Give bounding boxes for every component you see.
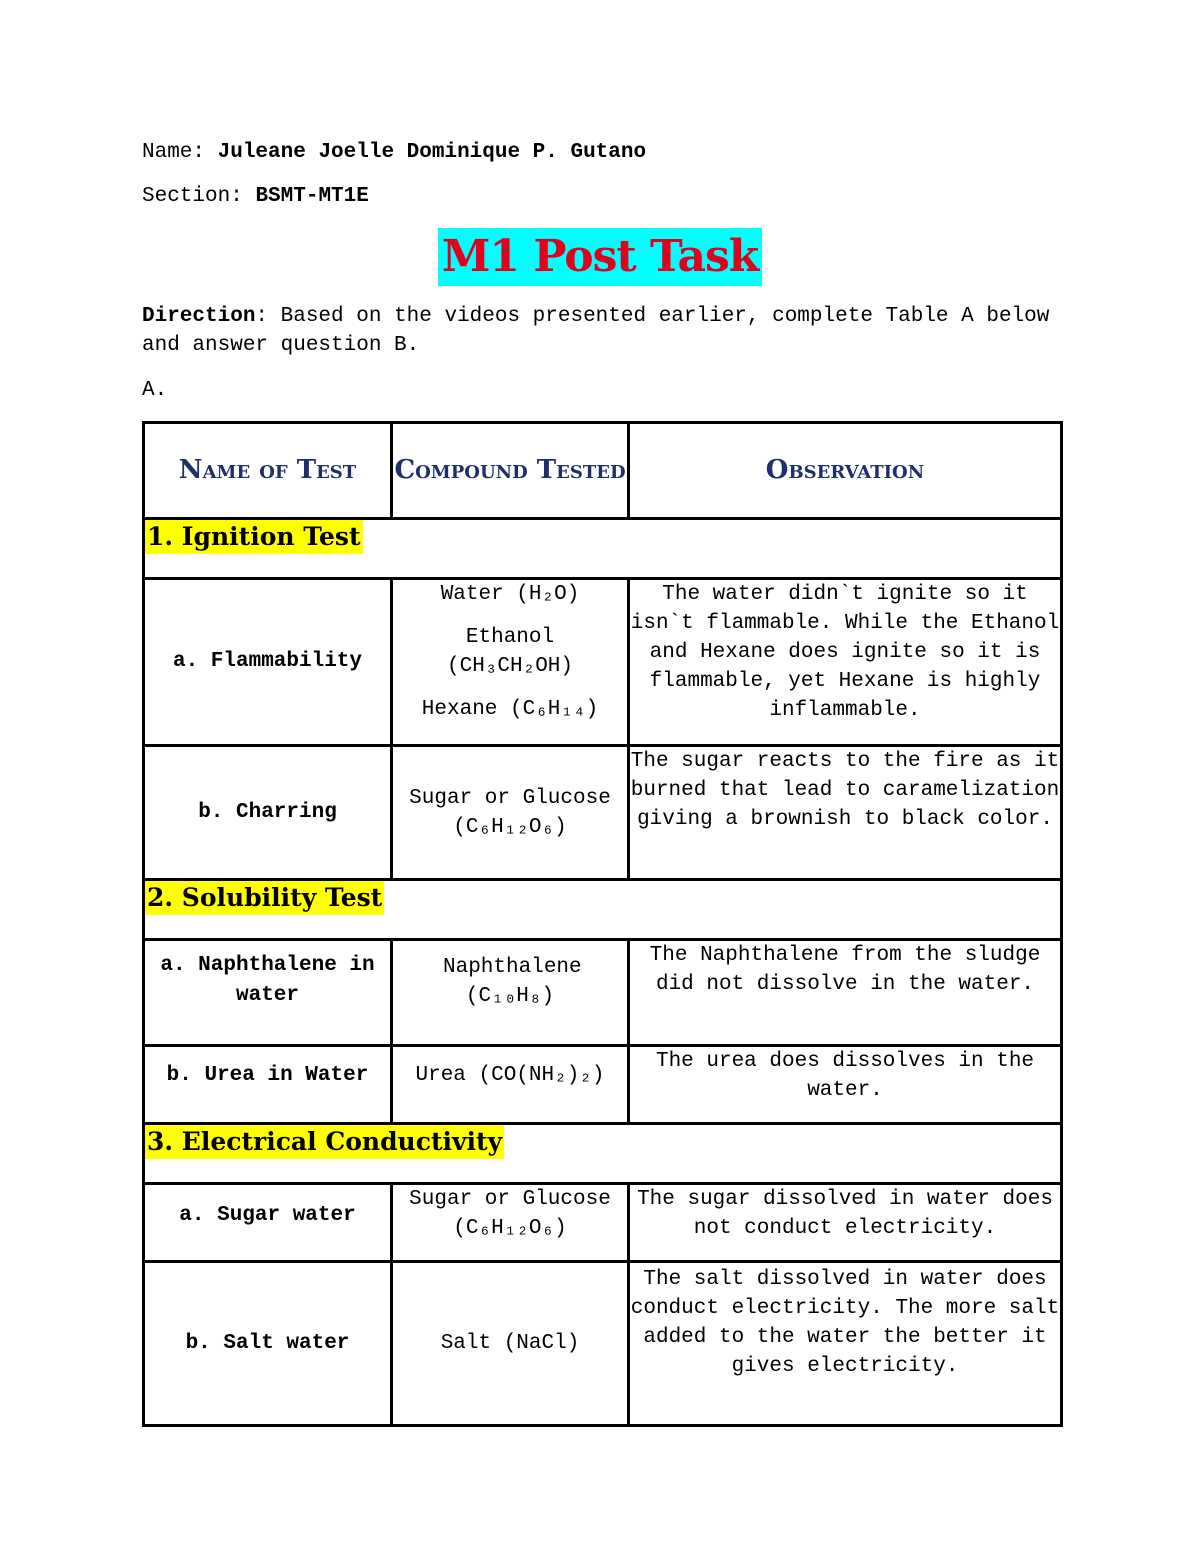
part-a-label: A. (142, 379, 168, 402)
name-label: Name: (142, 141, 206, 164)
title-wrapper (0, 228, 1200, 286)
student-name: Juleane Joelle Dominique P. Gutano (217, 141, 647, 164)
observation-cell: The sugar reacts to the fire as it burned that lead to caramelization giving a brownish to black color. (629, 746, 1062, 880)
test-name: a. Sugar water (144, 1184, 392, 1262)
observation-cell: The sugar dissolved in water does not conduct electricity. (629, 1184, 1062, 1262)
compound-cell (392, 1184, 629, 1262)
compound-cell (392, 746, 629, 880)
observation-cell: The Naphthalene from the sludge did not dissolve in the water. (629, 940, 1062, 1046)
compound-cell (392, 1262, 629, 1426)
section-line (142, 185, 369, 208)
table-row (144, 1184, 1062, 1262)
compound-cell (392, 1046, 629, 1124)
observation-table (142, 421, 1063, 1427)
header-compound-tested: Compound Tested (392, 423, 629, 519)
compound: Naphthalene (C₁₀H₈) (443, 956, 582, 1008)
table-row (144, 579, 1062, 746)
test-name: b. Charring (144, 746, 392, 880)
direction-label: Direction (142, 305, 256, 328)
header-name-of-test: Name of Test (144, 423, 392, 519)
compound: Salt (NaCl) (440, 1332, 580, 1355)
section-label: Section: (142, 185, 243, 208)
section-row (144, 880, 1062, 940)
compound: Water (H₂O) (440, 583, 580, 606)
observation-cell: The water didn`t ignite so it isn`t flammable. While the Ethanol and Hexane does ignite so it is flammable, yet Hexane is highly inflammable. (629, 579, 1062, 746)
direction-text: : Based on the videos presented earlier, complete Table A below and answer question B. (142, 305, 1050, 357)
table-row (144, 940, 1062, 1046)
table-row (144, 1046, 1062, 1124)
section-title-solubility: 2. Solubility Test (145, 881, 384, 915)
section-row (144, 519, 1062, 579)
compound-cell (392, 940, 629, 1046)
test-name: a. Flammability (144, 579, 392, 746)
observation-cell: The urea does dissolves in the water. (629, 1046, 1062, 1124)
observation-cell: The salt dissolved in water does conduct electricity. The more salt added to the water the better it gives electricity. (629, 1262, 1062, 1426)
compound: Urea (CO(NH₂)₂) (415, 1064, 605, 1087)
section-title-ignition: 1. Ignition Test (145, 520, 363, 554)
test-name: b. Salt water (144, 1262, 392, 1426)
compound: Ethanol (CH₃CH₂OH) (446, 626, 574, 678)
table-row (144, 1262, 1062, 1426)
test-name: b. Urea in Water (144, 1046, 392, 1124)
header-observation: Observation (629, 423, 1062, 519)
compound: Sugar or Glucose (C₆H₁₂O₆) (409, 786, 611, 839)
section-value: BSMT-MT1E (255, 185, 369, 208)
section-row (144, 1124, 1062, 1184)
name-line (142, 141, 646, 164)
table-row (144, 746, 1062, 880)
compound-cell (392, 579, 629, 746)
test-name: a. Naphthalene in water (144, 940, 392, 1046)
direction-paragraph (142, 302, 1062, 360)
page-title: M1 Post Task (438, 228, 763, 286)
compound: Hexane (C₆H₁₄) (421, 698, 599, 721)
section-title-conductivity: 3. Electrical Conductivity (145, 1125, 504, 1159)
table-header-row (144, 423, 1062, 519)
compound: Sugar or Glucose (C₆H₁₂O₆) (409, 1188, 611, 1240)
